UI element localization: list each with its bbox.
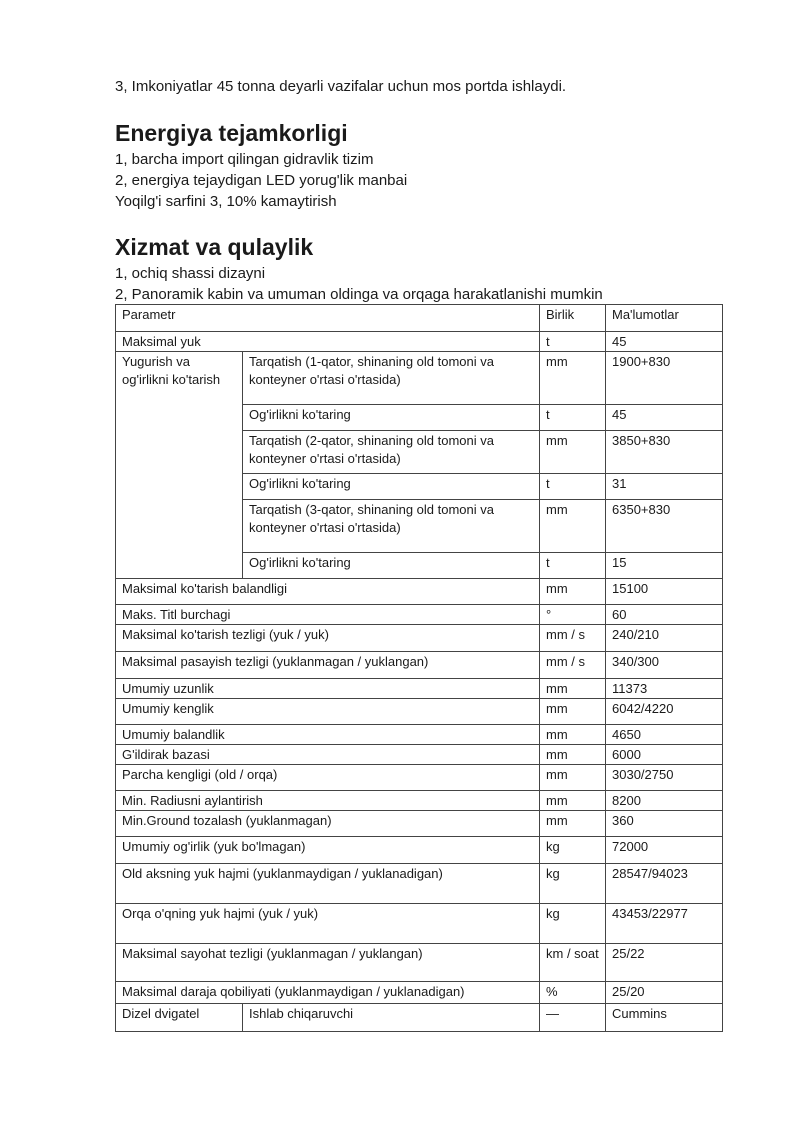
row-value: 8200	[606, 791, 723, 811]
row-unit: kg	[540, 837, 606, 864]
row-value: 6350+830	[606, 500, 723, 553]
row-param: Umumiy og'irlik (yuk bo'lmagan)	[116, 837, 540, 864]
row-value: 11373	[606, 679, 723, 699]
row-unit: mm	[540, 579, 606, 605]
table-row	[116, 332, 723, 352]
row-sub: Tarqatish (2-qator, shinaning old tomoni va konteyner o'rtasi o'rtasida)	[243, 431, 540, 474]
row-param: Maksimal ko'tarish tezligi (yuk / yuk)	[116, 625, 540, 652]
row-param: Maksimal ko'tarish balandligi	[116, 579, 540, 605]
row-param: Old aksning yuk hajmi (yuklanmaydigan / yuklanadigan)	[116, 864, 540, 904]
table-row	[116, 352, 723, 405]
row-value: 3850+830	[606, 431, 723, 474]
row-value: 28547/94023	[606, 864, 723, 904]
row-unit: t	[540, 332, 606, 352]
row-unit: km / soat	[540, 944, 606, 982]
row-unit: mm	[540, 431, 606, 474]
row-value: 45	[606, 332, 723, 352]
engine-label: Dizel dvigatel	[116, 1004, 243, 1032]
row-unit: mm	[540, 352, 606, 405]
table-row	[116, 791, 723, 811]
service-heading: Xizmat va qulaylik	[115, 234, 314, 260]
row-unit: mm	[540, 811, 606, 837]
header-unit: Birlik	[540, 305, 606, 332]
row-unit: mm / s	[540, 625, 606, 652]
row-value: 6042/4220	[606, 699, 723, 725]
row-sub: Og'irlikni ko'taring	[243, 405, 540, 431]
row-value: 25/22	[606, 944, 723, 982]
row-param: Maksimal daraja qobiliyati (yuklanmaydigan / yuklanadigan)	[116, 982, 540, 1004]
row-unit: mm / s	[540, 652, 606, 679]
table-row	[116, 579, 723, 605]
row-param: Orqa o'qning yuk hajmi (yuk / yuk)	[116, 904, 540, 944]
row-sub: Og'irlikni ko'taring	[243, 474, 540, 500]
row-unit: mm	[540, 765, 606, 791]
row-param: Parcha kengligi (old / orqa)	[116, 765, 540, 791]
running-group-label: Yugurish va og'irlikni ko'tarish	[116, 352, 243, 579]
row-unit: °	[540, 605, 606, 625]
energy-line-3: Yoqilg'i sarfini 3, 10% kamaytirish	[115, 193, 337, 210]
row-value: 43453/22977	[606, 904, 723, 944]
row-value: 15	[606, 553, 723, 579]
spec-table	[115, 304, 723, 1032]
row-param: Maksimal yuk	[116, 332, 540, 352]
energy-heading: Energiya tejamkorligi	[115, 120, 348, 146]
header-param: Parametr	[116, 305, 540, 332]
service-line-1: 1, ochiq shassi dizayni	[115, 265, 266, 282]
row-value: 340/300	[606, 652, 723, 679]
energy-line-2: 2, energiya tejaydigan LED yorug'lik manbai	[115, 172, 408, 189]
header-data: Ma'lumotlar	[606, 305, 723, 332]
table-row	[116, 811, 723, 837]
row-unit: kg	[540, 904, 606, 944]
table-row	[116, 725, 723, 745]
row-unit: t	[540, 474, 606, 500]
table-row	[116, 765, 723, 791]
row-value: 3030/2750	[606, 765, 723, 791]
row-param: Umumiy kenglik	[116, 699, 540, 725]
row-param: G'ildirak bazasi	[116, 745, 540, 765]
table-row	[116, 837, 723, 864]
energy-line-1: 1, barcha import qilingan gidravlik tizim	[115, 151, 374, 168]
row-unit: kg	[540, 864, 606, 904]
row-value: 360	[606, 811, 723, 837]
table-row	[116, 864, 723, 904]
row-param: Maks. Titl burchagi	[116, 605, 540, 625]
row-sub: Tarqatish (1-qator, shinaning old tomoni va konteyner o'rtasi o'rtasida)	[243, 352, 540, 405]
row-value: 4650	[606, 725, 723, 745]
row-unit: mm	[540, 699, 606, 725]
row-unit: mm	[540, 791, 606, 811]
row-param: Umumiy balandlik	[116, 725, 540, 745]
table-row	[116, 745, 723, 765]
row-value: 45	[606, 405, 723, 431]
row-unit: %	[540, 982, 606, 1004]
row-unit: mm	[540, 745, 606, 765]
row-sub: Tarqatish (3-qator, shinaning old tomoni va konteyner o'rtasi o'rtasida)	[243, 500, 540, 553]
row-unit: mm	[540, 679, 606, 699]
row-unit: —	[540, 1004, 606, 1032]
row-value: 15100	[606, 579, 723, 605]
table-row	[116, 625, 723, 652]
table-row	[116, 904, 723, 944]
row-value: 31	[606, 474, 723, 500]
row-value: 6000	[606, 745, 723, 765]
table-header-row	[116, 305, 723, 332]
row-param: Maksimal pasayish tezligi (yuklanmagan / yuklangan)	[116, 652, 540, 679]
row-value: 240/210	[606, 625, 723, 652]
table-row	[116, 679, 723, 699]
row-param: Min.Ground tozalash (yuklanmagan)	[116, 811, 540, 837]
table-row	[116, 1004, 723, 1032]
row-unit: mm	[540, 725, 606, 745]
table-row	[116, 944, 723, 982]
row-value: 1900+830	[606, 352, 723, 405]
row-value: 25/20	[606, 982, 723, 1004]
row-value: 72000	[606, 837, 723, 864]
row-param: Min. Radiusni aylantirish	[116, 791, 540, 811]
table-row	[116, 605, 723, 625]
row-unit: t	[540, 553, 606, 579]
table-row	[116, 699, 723, 725]
table-row	[116, 652, 723, 679]
row-unit: t	[540, 405, 606, 431]
row-unit: mm	[540, 500, 606, 553]
row-value: Cummins	[606, 1004, 723, 1032]
table-row	[116, 982, 723, 1004]
row-sub: Ishlab chiqaruvchi	[243, 1004, 540, 1032]
intro-line: 3, Imkoniyatlar 45 tonna deyarli vazifalar uchun mos portda ishlaydi.	[115, 78, 567, 95]
row-param: Umumiy uzunlik	[116, 679, 540, 699]
service-line-2: 2, Panoramik kabin va umuman oldinga va orqaga harakatlanishi mumkin	[115, 286, 603, 303]
row-value: 60	[606, 605, 723, 625]
row-sub: Og'irlikni ko'taring	[243, 553, 540, 579]
row-param: Maksimal sayohat tezligi (yuklanmagan / yuklangan)	[116, 944, 540, 982]
